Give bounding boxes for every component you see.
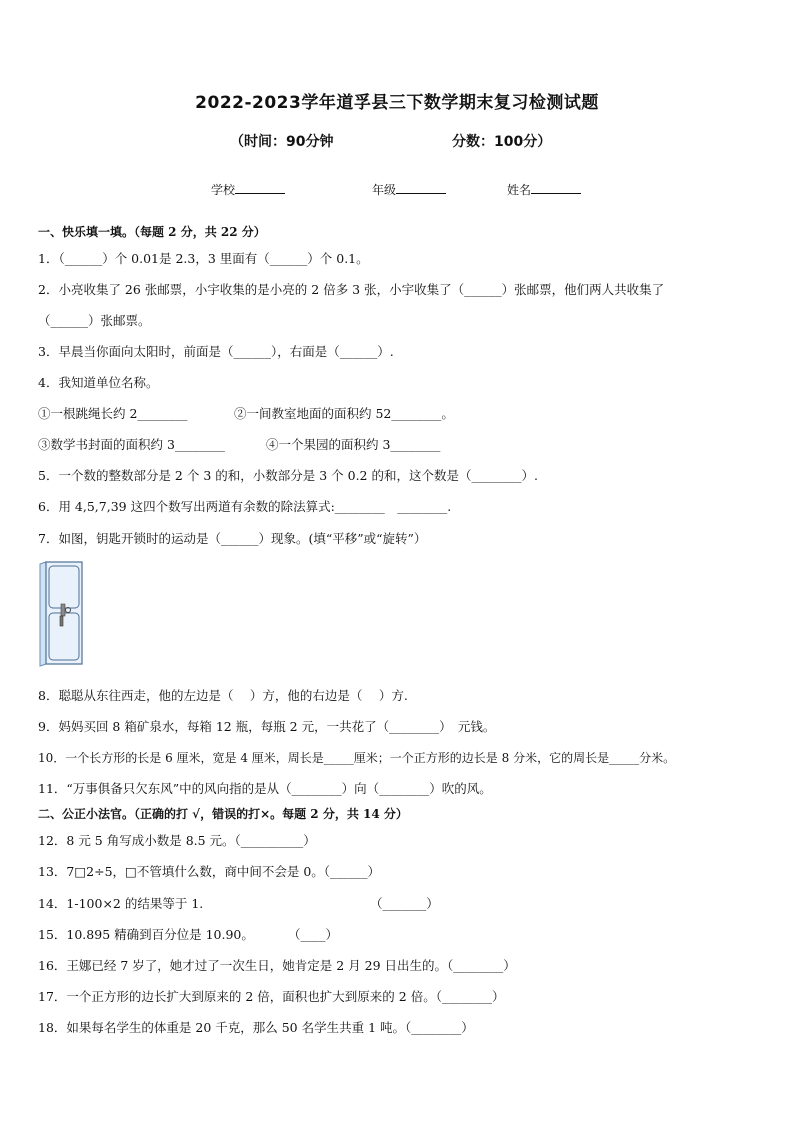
question-6: 6．用 4,5,7,39 这四个数写出两道有余数的除法算式:________ ________. xyxy=(38,499,452,514)
question-12: 12．8 元 5 角写成小数是 8.5 元。（__________） xyxy=(38,833,316,848)
name-blank[interactable] xyxy=(531,181,581,194)
section-1-heading: 一、快乐填一填。（每题 2 分，共 22 分） xyxy=(38,225,266,239)
grade-label: 年级 xyxy=(372,183,397,197)
question-14-answer-blank[interactable]: （_______） xyxy=(370,896,439,911)
page-title: 2022-2023学年道孚县三下数学期末复习检测试题 xyxy=(195,93,599,113)
question-13: 13．7□2÷5，□不管填什么数，商中间不会是 0。（______） xyxy=(38,864,381,879)
question-15: 15．10.895 精确到百分位是 10.90。 xyxy=(38,927,254,942)
question-11: 11．“万事俱备只欠东风”中的风向指的是从（________）向（________）吹的风。 xyxy=(38,781,492,796)
grade-field[interactable] xyxy=(372,181,446,198)
question-18: 18．如果每名学生的体重是 20 千克，那么 50 名学生共重 1 吨。（________） xyxy=(38,1020,474,1035)
question-4-item-1: ①一根跳绳长约 2________ xyxy=(38,406,188,421)
question-2-line-1: 2．小亮收集了 26 张邮票，小宇收集的是小亮的 2 倍多 3 张，小宇收集了（______）张邮票，他们两人共收集了 xyxy=(38,282,665,297)
section-2-heading: 二、公正小法官。（正确的打 √，错误的打×。每题 2 分，共 14 分） xyxy=(38,807,408,821)
grade-blank[interactable] xyxy=(396,181,446,194)
question-16: 16．王娜已经 7 岁了，她才过了一次生日，她肯定是 2 月 29 日出生的。（________） xyxy=(38,958,516,973)
question-4-item-4: ④一个果园的面积约 3________ xyxy=(266,437,441,452)
question-4: 4．我知道单位名称。 xyxy=(38,375,159,390)
question-14: 14．1-100×2 的结果等于 1. xyxy=(38,896,204,911)
question-5: 5．一个数的整数部分是 2 个 3 的和，小数部分是 3 个 0.2 的和，这个数是（________）. xyxy=(38,468,538,483)
question-17: 17．一个正方形的边长扩大到原来的 2 倍，面积也扩大到原来的 2 倍。（________） xyxy=(38,989,505,1004)
question-2-line-2: （______）张邮票。 xyxy=(38,313,151,328)
question-8: 8．聪聪从东往西走，他的左边是（ ）方，他的右边是（ ）方. xyxy=(38,688,408,703)
question-4-item-3: ③数学书封面的面积约 3________ xyxy=(38,437,225,452)
question-15-answer-blank[interactable]: （____） xyxy=(288,927,339,942)
name-field[interactable] xyxy=(507,181,581,198)
question-10: 10．一个长方形的长是 6 厘米，宽是 4 厘米，周长是_____厘米；一个正方形的边长是 8 分米，它的周长是_____分米。 xyxy=(38,751,676,765)
exam-time: （时间：90分钟 xyxy=(230,134,334,150)
question-9: 9．妈妈买回 8 箱矿泉水，每箱 12 瓶，每瓶 2 元，一共花了（________） 元钱。 xyxy=(38,719,496,734)
school-label: 学校 xyxy=(211,183,236,197)
question-3: 3．早晨当你面向太阳时，前面是（______），右面是（______）. xyxy=(38,344,394,359)
student-info-fields xyxy=(0,181,794,201)
question-1: 1．（______）个 0.01是 2.3，3 里面有（______）个 0.1。 xyxy=(38,251,369,266)
exam-score: 分数：100分） xyxy=(452,134,552,150)
door-key-figure xyxy=(38,560,84,668)
school-blank[interactable] xyxy=(235,181,285,194)
question-4-item-2: ②一间教室地面的面积约 52________。 xyxy=(234,406,454,421)
school-field[interactable] xyxy=(211,181,285,198)
name-label: 姓名 xyxy=(507,183,532,197)
question-7: 7．如图，钥匙开锁时的运动是（______）现象。(填“平移”或“旋转”） xyxy=(38,531,427,546)
